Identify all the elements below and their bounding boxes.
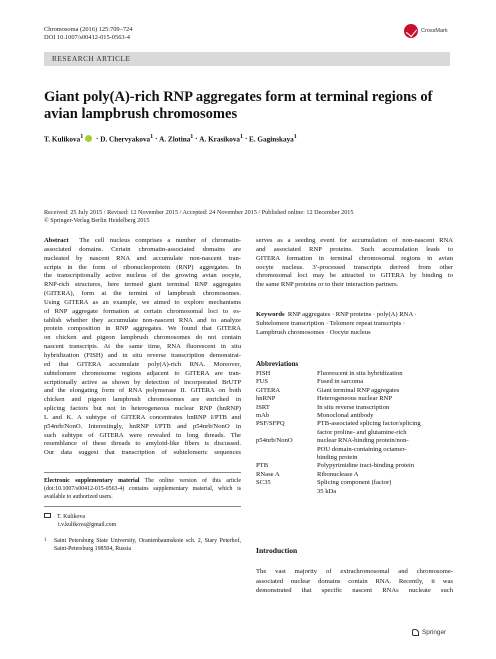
abbreviation-term: hnRNP [256,395,276,403]
affiliation-mark: 1 [44,538,47,544]
abbreviation-definition: Polypyrimidine tract-binding protein [317,462,415,470]
publication-dates [44,209,354,225]
abstract-line: Using GITERA as an example, we aimed to explore mechanisms [44,298,241,306]
abbreviation-term: ISRT [256,403,270,411]
correspondence-divider [44,506,241,507]
abbreviation-term: GITERA [256,386,281,394]
abstract-continued-line: oocyte nucleus. 3′-processed transcripts derived from other [256,263,453,271]
abbreviation-row [256,404,453,412]
introduction [256,546,453,596]
abstract-label: Abstract [44,237,69,244]
abstract-continued [256,237,453,290]
abbreviation-definition: PTB-associated splicing factor/splicing factor proline- and glutamine-rich [317,420,421,436]
abstract-continued-line: chromosomal loci may be attracted to GITERA by binding to [256,272,453,280]
abstract-line: hybridization (FISH) and in situ reverse transcription demonstrat- [44,351,241,359]
abbreviation-definition: Heterogeneous nuclear RNP [317,395,393,403]
article-title: Giant poly(A)-rich RNP aggregates form at terminal regions of avian lampbrush chromosomes [44,89,433,122]
abbreviation-row [256,395,453,403]
abbreviation-term: mAb [256,412,270,420]
abstract-line: resemblance of these threads to amyloid-like fibers is discussed. [44,440,241,448]
introduction-line: associated nuclear domains contain RNA. Recently, it was [256,577,453,585]
abbreviation-row [256,412,453,420]
abstract-line: protein composition in RNP aggregates. We found that GITERA [44,325,241,333]
abbreviation-term: PSF/SFPQ [256,420,285,428]
abbreviation-definition: Fused in sarcoma [317,378,364,386]
abstract-line: splicing factors but not in heterogeneous nuclear RNP (hnRNP) [44,405,241,413]
abbreviation-term: FISH [256,370,271,377]
abbreviation-term: SC35 [256,479,271,487]
author-1[interactable]: T. Kulikova$^1$ [44,134,84,144]
abbreviation-row [256,370,453,378]
keywords-line-1: RNP aggregates · RNP proteins · poly(A) RNA · [287,311,417,318]
crossmark-icon [404,24,418,38]
author-3[interactable]: A. Zlotina$^1$ [159,134,194,144]
publisher-name: Springer [422,629,447,636]
esm-label: Electronic supplementary material [44,478,140,485]
abbreviation-row [256,378,453,386]
abbreviation-definition: In situ reverse transcription [317,403,390,411]
abbreviation-term: RNase A [256,470,280,478]
abstract-continued-line: the same RNP proteins or to their interaction partners. [256,281,399,289]
abstract-line: RNP-rich structures, here termed giant terminal RNP aggregates [44,281,241,289]
dates-line: Received: 25 July 2015 / Revised: 12 November 2015 / Accepted: 24 November 2015 / Published online: 12 December 2015 [44,209,354,216]
abbreviation-definition: nuclear RNA-binding protein/non- POU domain-containing octamer- binding protein [317,437,409,462]
abstract-line: nucleated by nascent RNA and accumulate non-nascent tran- [44,254,241,262]
abstract-line: scripts in the form of ribonucleoprotein (RNP) aggregates. In [44,263,241,271]
author-2[interactable]: D. Chervyakova$^1$ [100,134,154,144]
abstract-line: nascent transcripts. At the same time, RNA fluorescent in situ [44,343,241,351]
esm-divider [44,472,241,473]
crossmark-label: CrossMark [421,28,448,34]
springer-horse-icon [412,629,419,636]
article-type-band: RESEARCH ARTICLE [44,52,450,66]
abbreviation-definition: Giant terminal RNP aggregates [317,386,400,394]
abstract-line: chicken and pigeon lampbrush chromosomes are enriched in [44,396,241,404]
correspondence [44,513,241,529]
abstract-continued-line: GITERA formation in terminal chromosomal regions in avian [256,254,453,262]
keywords-label: Keywords [256,311,285,318]
correspondence-email[interactable]: t.v.kulikova@gmail.com [58,522,117,529]
keywords [256,311,453,338]
journal-volume: Chromosoma (2016) 125:709–724 [44,26,133,33]
abstract-line: Our data suggest that transcription of subtelomeric sequences [44,449,241,457]
abstract-line: p54nrb/NonO. Interestingly, hnRNP I/PTB and p54nrb/NonO in [44,422,241,430]
orcid-icon[interactable] [85,135,92,142]
abbreviation-definition: Ribonuclease A [317,470,359,478]
abbreviation-definition: Splicing component (factor) 35 kDa [317,479,392,495]
author-list: T. Kulikova$^1$ · D. Chervyakova$^1$ · A. Zlotina$^1$ · A. Krasikova$^1$ · E. Gaginskaya$^1$ [44,134,297,144]
author-4[interactable]: A. Krasikova$^1$ [199,134,244,144]
abstract-continued-line: and associated RNP proteins. Such accumulation leads to [256,245,453,253]
abstract-line: Abstract The cell nucleus comprises a number of chromatin- [44,237,241,244]
abstract-line: the transcriptionally active nucleus of the growing avian oocyte, [44,272,241,280]
correspondence-name: T. Kulikova [57,514,86,521]
abbreviation-definition: Fluorescent in situ hybridization [317,370,403,377]
abstract-line: of RNP aggregate formation at certain chromosomal loci to es- [44,307,241,315]
introduction-line: demonstrated that specific nascent RNAs nucleate such [256,587,453,595]
abstract-line: (GITERA), form at the termini of lampbrush chromosomes. [44,290,241,298]
abbreviation-row [256,437,453,462]
journal-citation [44,26,132,42]
author-5[interactable]: E. Gaginskaya$^1$ [249,134,297,144]
abbreviation-definition: Monoclonal antibody [317,412,374,420]
affiliation-text: Saint Petersburg State University, Oranienbaumskoie sch. 2, Stary Peterhof, Saint-Petersburg 198504, Russia [54,538,241,553]
abstract [44,237,241,458]
abbreviation-row [256,420,453,437]
abstract-line: L and K. A subtype of GITERA concentrates hnRNP I/PTB and [44,413,241,421]
introduction-line: The vast majority of extrachromosomal and chromosome- [256,568,453,575]
esm-note [44,477,241,501]
introduction-heading: Introduction [256,546,298,555]
copyright-line: © Springer-Verlag Berlin Heidelberg 2015 [44,217,150,224]
abstract-line: subtelomere chromosome regions adjacent to GITERA are tran- [44,369,241,377]
abbreviations-heading: Abbreviations [256,360,299,368]
abstract-line: such subtype of GITERA were revealed in long threads. The [44,431,241,439]
abstract-line: tablish whether they accumulate non-nascent RNA and to analyze [44,316,241,324]
keywords-line-3: Lampbrush chromosomes · Oocyte nucleus [256,328,371,336]
left-column [44,237,241,553]
journal-doi[interactable]: DOI 10.1007/s00412-015-0563-4 [44,34,130,41]
publisher-logo [412,629,446,636]
abstract-line: associated domains. Certain chromatin-associated domains are [44,245,241,253]
abbreviation-row [256,479,453,496]
abstract-line: scriptionally active as shown by detection of incorporated BrUTP [44,378,241,386]
abstract-continued-line: serves as a seeding event for accumulation of non-nascent RNA [256,237,453,244]
esm-text: The online version of this article (doi:10.1007/s00412-015-0563-4) contains supplementary material, which is available to authorized users. [44,478,241,501]
abbreviations [256,360,453,496]
abbreviation-row [256,387,453,395]
abstract-line: on chicken and pigeon lampbrush chromosomes do not contain [44,334,241,342]
crossmark-badge[interactable] [404,24,448,38]
abbreviation-row [256,471,453,479]
abstract-line: and the elongating form of RNA polymerase II. GITERA on both [44,387,241,395]
keywords-line-2: Subtelomere transcription · Telomere repeat transcripts · [256,319,406,327]
abbreviation-term: PTB [256,462,269,470]
abstract-line: ed that GITERA accumulate poly(A)-rich RNA. Moreover, [44,360,241,368]
mail-icon [44,513,51,518]
affiliation [44,537,241,553]
abbreviation-row [256,462,453,470]
abbreviation-term: FUS [256,378,269,386]
abbreviation-term: p54nrb/NonO [256,437,293,445]
